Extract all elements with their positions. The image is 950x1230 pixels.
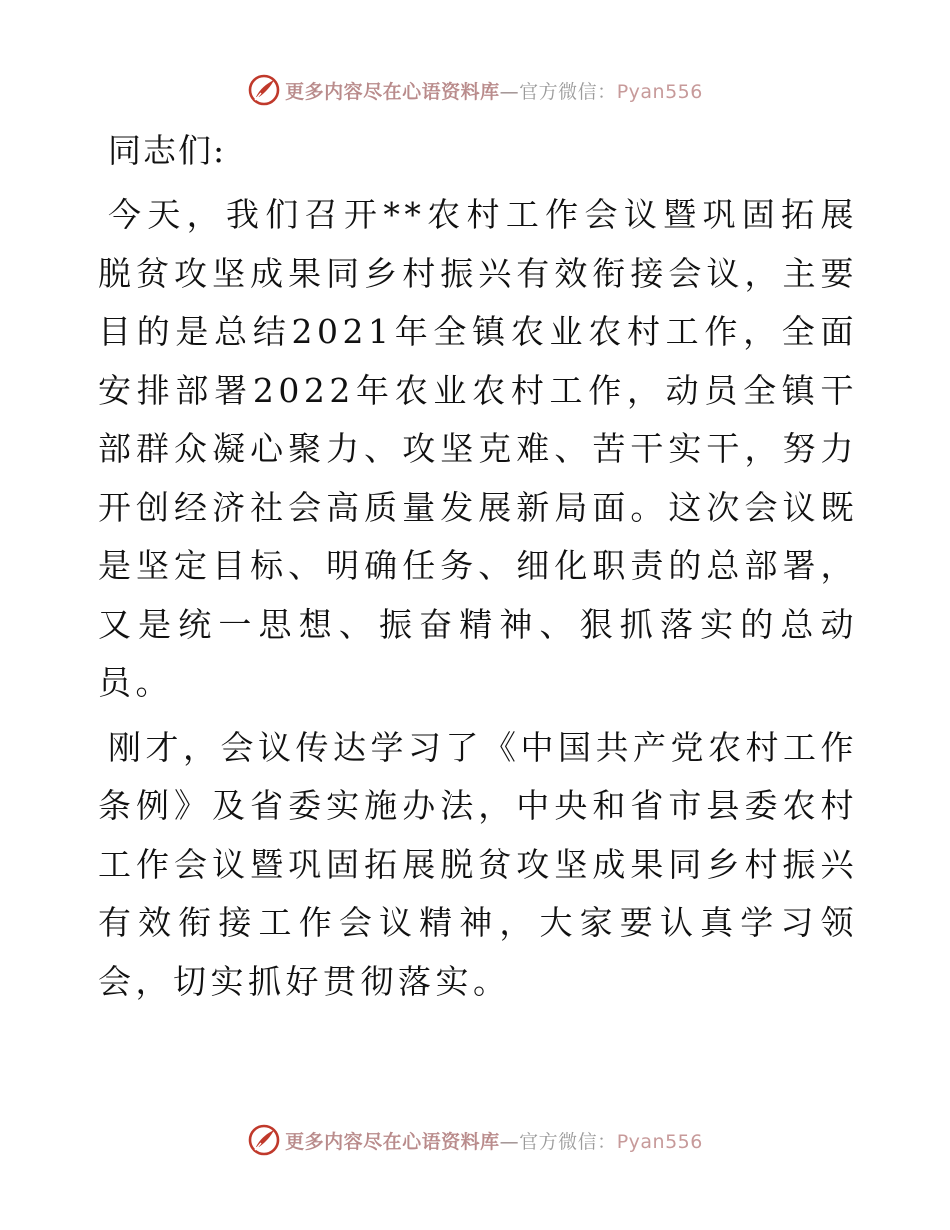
- watermark-header: [0, 70, 950, 110]
- watermark-label: 官方微信：: [519, 1130, 617, 1153]
- watermark-dash: —: [499, 80, 520, 103]
- watermark-wechat-id: Pyan556: [616, 80, 703, 103]
- watermark-dash: —: [499, 1130, 520, 1153]
- greeting: 同志们:: [108, 131, 227, 170]
- watermark-text: [285, 77, 703, 104]
- watermark-brand: 更多内容尽在心语资料库: [285, 80, 500, 103]
- quill-logo-icon: [247, 73, 281, 107]
- watermark-brand: 更多内容尽在心语资料库: [285, 1130, 500, 1153]
- watermark-wechat-id: Pyan556: [616, 1130, 703, 1153]
- quill-logo-icon: [247, 1123, 281, 1157]
- document-body: [98, 122, 858, 1017]
- watermark-text: [285, 1127, 703, 1154]
- paragraph-2: 刚才，会议传达学习了《中国共产党农村工作条例》及省委实施办法，中央和省市县委农村工作会议暨巩固拓展脱贫攻坚成果同乡村振兴有效衔接工作会议精神，大家要认真学习领会，切实抓好贯彻落实。: [98, 727, 858, 1001]
- watermark-footer: [0, 1120, 950, 1160]
- paragraph-1: 今天，我们召开**农村工作会议暨巩固拓展脱贫攻坚成果同乡村振兴有效衔接会议，主要目的是总结2021年全镇农业农村工作，全面安排部署2022年农业农村工作，动员全镇干部群众凝心聚力、攻坚克难、苦干实干，努力开创经济社会高质量发展新局面。这次会议既是坚定目标、明确任务、细化职责的总部署，又是统一思想、振奋精神、狠抓落实的总动员。: [98, 195, 858, 702]
- watermark-label: 官方微信：: [519, 80, 617, 103]
